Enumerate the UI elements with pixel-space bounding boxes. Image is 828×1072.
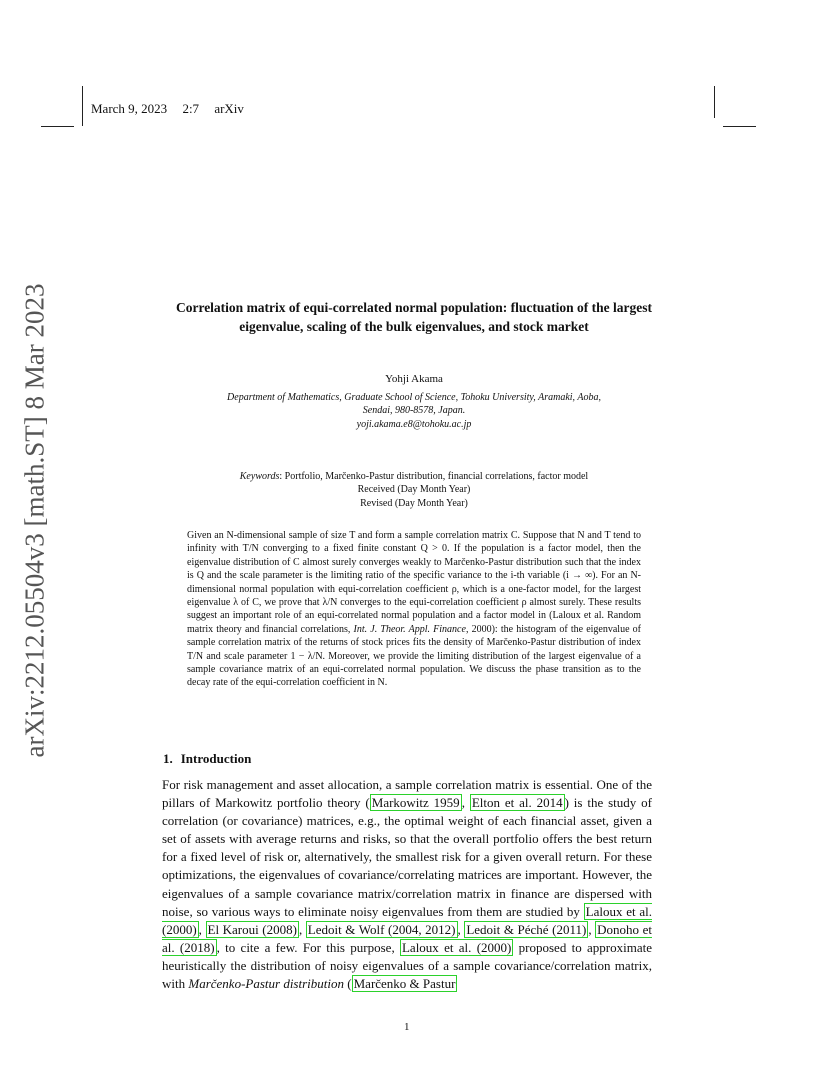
- body-text: ,: [198, 921, 206, 937]
- keywords-text: : Portfolio, Marčenko-Pastur distribution, financial correlations, factor model: [279, 471, 589, 482]
- body-text: proposed to approximate heuristically the distribution of noisy eigenvalues of a sample covariance/correlation matrix, with: [162, 939, 653, 992]
- citation-link[interactable]: Marčenko & Pastur: [353, 976, 456, 992]
- keywords-block: [160, 470, 668, 510]
- keywords-line: [160, 470, 668, 483]
- arxiv-identifier: arXiv:2212.05504v3 [math.ST] 8 Mar 2023: [19, 283, 50, 758]
- citation-link[interactable]: Laloux et al. (2000): [162, 903, 653, 937]
- citation-link[interactable]: Ledoit & Wolf (2004, 2012): [307, 921, 456, 937]
- page-number: 1: [404, 1021, 410, 1033]
- body-text: ) is the study of correlation (or covariance) matrices, e.g., the optimal weight of each financial asset, given a set of assets with average returns and risks, so that the overall portfolio offers the best return for a fixed level of risk or, alternatively, the smallest risk for a given overall return. For these optimizations, the eigenvalues of covariance/correlating matrices are important. However, the eigenvalues of a sample covariance matrix/correlation matrix in finance are dispersed with noise, so various ways to eliminate noisy eigenvalues from them are studied by: [162, 795, 652, 919]
- author-email[interactable]: yoji.akama.e8@tohoku.ac.jp: [356, 418, 472, 430]
- abstract-part-1: Given an N-dimensional sample of size T and form a sample correlation matrix C. Suppose that N and T tend to infinity with T/N converging to a fixed finite constant Q > 0. If the population is a factor model, then the eigenvalue distribution of C almost surely converges weakly to Marčenko-Pastur distribution such that the index is Q and the scale parameter is the limiting ratio of the specific variance to the i-th variable (i → ∞). For an N-dimensional normal population with equi-correlation coefficient ρ, which is a one-factor model, for the largest eigenvalue λ of C, we prove that λ/N converges to the equi-correlation coefficient ρ almost surely. These results suggest an important role of an equi-correlated normal population and a factor model in (Laloux et al. Random matrix theory and financial correlations,: [187, 530, 641, 635]
- affiliation-line-2: Sendai, 980-8578, Japan.: [362, 405, 466, 417]
- section-title: Introduction: [180, 751, 252, 766]
- body-text: ,: [461, 795, 470, 811]
- body-emphasis: Marčenko-Pastur distribution: [188, 976, 345, 992]
- section-number: 1.: [163, 751, 173, 766]
- header-time: 2:7: [182, 101, 200, 116]
- body-text: (: [344, 976, 352, 992]
- body-text: For risk management and asset allocation, a sample correlation matrix is essential. One of the pillars of Markowitz portfolio theory (: [162, 777, 652, 811]
- received-date: Received (Day Month Year): [357, 484, 471, 496]
- keywords-label: Keywords: [239, 471, 280, 482]
- header-date: March 9, 2023: [91, 101, 168, 116]
- body-text: ,: [457, 921, 465, 937]
- citation-link[interactable]: Ledoit & Péché (2011): [466, 921, 587, 937]
- paper-title: Correlation matrix of equi-correlated normal population: fluctuation of the largest eigenvalue, scaling of the bulk eigenvalues, and stock market: [175, 300, 653, 334]
- citation-link[interactable]: Donoho et al. (2018): [162, 921, 653, 955]
- body-text: ,: [298, 921, 306, 937]
- crop-mark-left-horizontal: [41, 126, 74, 127]
- crop-mark-left-vertical: [82, 86, 83, 126]
- running-header: [91, 101, 256, 117]
- body-text: ,: [588, 921, 596, 937]
- introduction-paragraph: [162, 776, 652, 993]
- crop-mark-right-vertical: [714, 86, 715, 118]
- citation-link[interactable]: Elton et al. 2014: [471, 795, 563, 811]
- abstract: [187, 529, 641, 690]
- author-name: Yohji Akama: [385, 373, 443, 385]
- citation-link[interactable]: Markowitz 1959: [371, 795, 460, 811]
- citation-link[interactable]: Laloux et al. (2000): [401, 939, 512, 955]
- header-source: arXiv: [214, 101, 244, 116]
- citation-link[interactable]: El Karoui (2008): [207, 921, 297, 937]
- abstract-journal: Int. J. Theor. Appl. Finance: [353, 623, 466, 635]
- affiliation-line-1: Department of Mathematics, Graduate School of Science, Tohoku University, Aramaki, Aoba,: [227, 392, 601, 403]
- affiliation: [160, 391, 668, 431]
- abstract-part-2: , 2000): the histogram of the eigenvalue of sample correlation matrix of the returns of stock prices fits the density of Marčenko-Pastur distribution of index T/N and scale parameter 1 − λ/N. Moreover, we provide the limiting distribution of the largest eigenvalue of a sample covariance matrix of an equi-correlated normal population. We discuss the phase transition as to the decay rate of the equi-correlation coefficient in N.: [187, 623, 641, 689]
- revised-date: Revised (Day Month Year): [360, 497, 468, 509]
- crop-mark-right-horizontal: [723, 126, 756, 127]
- section-heading: [163, 751, 251, 767]
- body-text: , to cite a few. For this purpose,: [216, 939, 400, 955]
